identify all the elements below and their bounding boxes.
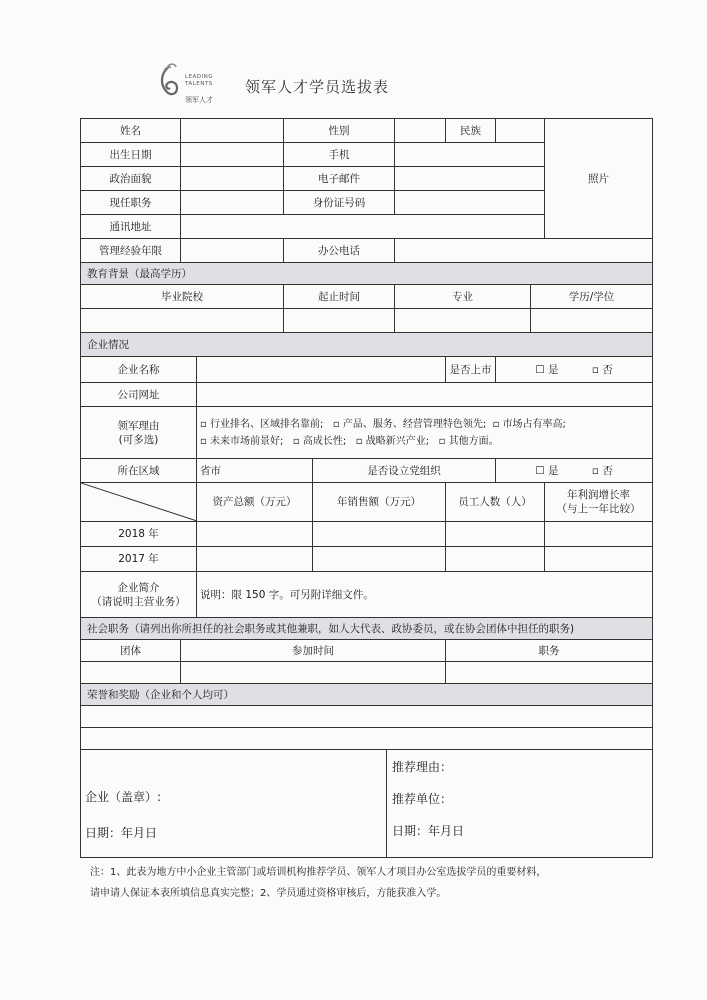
input-2017-profit-growth[interactable]	[545, 547, 653, 572]
photo-box[interactable]: 照片	[545, 119, 653, 239]
label-gender: 性别	[284, 119, 395, 143]
fin-col-assets: 资产总额（万元）	[197, 483, 313, 522]
reason-checkbox-4[interactable]: ▫	[200, 435, 207, 447]
party-yes-checkbox[interactable]: ☐	[535, 464, 545, 477]
label-listed: 是否上市	[446, 357, 496, 383]
input-email[interactable]	[395, 167, 545, 191]
social-col-group: 团体	[81, 640, 181, 662]
document-title: 领军人才学员选拔表	[245, 78, 390, 96]
edu-col-degree: 学历/学位	[531, 285, 653, 309]
input-name[interactable]	[181, 119, 284, 143]
input-office-phone[interactable]	[395, 239, 653, 263]
input-2017-employees[interactable]	[446, 547, 545, 572]
recommendation-block	[387, 750, 653, 858]
recommend-unit-label: 推荐单位：	[392, 792, 453, 806]
reason-option-3: 市场占有率高;	[502, 418, 566, 430]
label-political: 政治面貌	[81, 167, 181, 191]
logo-chinese-text: 领军人才	[185, 96, 213, 104]
input-2018-profit-growth[interactable]	[545, 522, 653, 547]
input-ethnicity[interactable]	[496, 119, 545, 143]
document-header	[155, 62, 555, 112]
edu-col-school: 毕业院校	[81, 285, 284, 309]
social-col-time: 参加时间	[181, 640, 446, 662]
edu-col-major: 专业	[395, 285, 531, 309]
reason-checkbox-3[interactable]: ▫	[492, 418, 500, 430]
edu-col-period: 起止时间	[284, 285, 395, 309]
reason-option-6: 战略新兴产业;	[365, 435, 430, 447]
year-2017-label: 2017 年	[81, 547, 197, 572]
footnote	[90, 862, 650, 904]
listed-no-label: 否	[602, 363, 613, 376]
party-options	[496, 459, 653, 483]
reason-option-2: 产品、服务、经营管理特色领先;	[342, 418, 487, 430]
label-email: 电子邮件	[284, 167, 395, 191]
reason-checkbox-5[interactable]: ▫	[292, 435, 300, 447]
fin-col-sales: 年销售额（万元）	[313, 483, 446, 522]
recommend-date-label: 日期：年月日	[392, 824, 465, 838]
application-form-table	[80, 118, 653, 858]
input-social-group[interactable]	[81, 662, 181, 684]
social-section-title: 社会职务（请列出你所担任的社会职务或其他兼职，如人大代表、政协委员，或在协会团体中担任的职务)	[81, 618, 653, 640]
profit-growth-sub-label: （与上一年比较）	[556, 503, 641, 515]
social-col-role: 职务	[446, 640, 653, 662]
input-region[interactable]: 省市	[197, 459, 313, 483]
company-seal-label: 企业（盖章）:	[85, 790, 162, 804]
input-company-intro[interactable]: 说明：限 150 字。可另附详细文件。	[197, 572, 653, 618]
label-office-phone: 办公电话	[284, 239, 395, 263]
input-gender[interactable]	[395, 119, 446, 143]
listed-no-checkbox[interactable]: ▫	[591, 363, 599, 376]
company-date-label: 日期：年月日	[85, 826, 158, 840]
leading-talents-logo-icon	[155, 62, 185, 107]
label-name: 姓名	[81, 119, 181, 143]
honors-section-title: 荣誉和奖励（企业和个人均可）	[81, 684, 653, 706]
label-ethnicity: 民族	[446, 119, 496, 143]
diagonal-line	[81, 483, 197, 521]
label-reasons	[81, 407, 197, 459]
listed-yes-label: 是	[547, 363, 559, 376]
input-period[interactable]	[284, 309, 395, 333]
reason-checkbox-6[interactable]: ▫	[355, 435, 363, 447]
input-2017-assets[interactable]	[197, 547, 313, 572]
party-no-label: 否	[602, 464, 613, 477]
reason-checkbox-1[interactable]: ▫	[200, 418, 207, 430]
listed-options	[496, 357, 653, 383]
input-school[interactable]	[81, 309, 284, 333]
input-mobile[interactable]	[395, 143, 545, 167]
input-political[interactable]	[181, 167, 284, 191]
input-2017-sales[interactable]	[313, 547, 446, 572]
party-no-checkbox[interactable]: ▫	[591, 464, 599, 477]
label-mgmt-years: 管理经验年限	[81, 239, 181, 263]
input-2018-assets[interactable]	[197, 522, 313, 547]
label-birthdate: 出生日期	[81, 143, 181, 167]
reason-option-1: 行业排名、区域排名靠前;	[209, 418, 324, 430]
diagonal-header-cell	[81, 483, 197, 522]
input-2018-sales[interactable]	[313, 522, 446, 547]
input-company-name[interactable]	[197, 357, 446, 383]
enterprise-section-title: 企业情况	[81, 333, 653, 357]
reason-checkbox-2[interactable]: ▫	[332, 418, 340, 430]
footnote-line-2: 请申请人保证本表所填信息真实完整；2、学员通过资格审核后，方能获准入学。	[90, 888, 447, 899]
company-seal-block	[81, 750, 387, 858]
reason-option-4: 未来市场前景好;	[209, 435, 284, 447]
label-mobile: 手机	[284, 143, 395, 167]
recommend-reason-label: 推荐理由：	[392, 760, 453, 774]
input-social-time[interactable]	[181, 662, 446, 684]
input-major[interactable]	[395, 309, 531, 333]
reason-checkbox-7[interactable]: ▫	[438, 435, 446, 447]
input-honors-1[interactable]	[81, 706, 653, 728]
label-company-name: 企业名称	[81, 357, 197, 383]
fin-col-profit-growth	[545, 483, 653, 522]
listed-yes-checkbox[interactable]: ☐	[535, 363, 545, 376]
logo-english-text: LEADING TALENTS	[185, 74, 214, 87]
label-website: 公司网址	[81, 383, 197, 407]
label-region: 所在区域	[81, 459, 197, 483]
input-social-role[interactable]	[446, 662, 653, 684]
label-company-intro	[81, 572, 197, 618]
input-2018-employees[interactable]	[446, 522, 545, 547]
label-id-number: 身份证号码	[284, 191, 395, 215]
company-intro-sub-label: （请说明主营业务）	[91, 595, 186, 608]
fin-col-employees: 员工人数（人）	[446, 483, 545, 522]
input-degree[interactable]	[531, 309, 653, 333]
reason-option-5: 高成长性;	[302, 435, 347, 447]
reason-label-sub: (可多选)	[118, 433, 159, 446]
footnote-line-1: 注：1、此表为地方中小企业主管部门或培训机构推荐学员、领军人才项目办公室选拔学员的重要材料，	[90, 867, 547, 878]
input-address[interactable]	[181, 215, 545, 239]
input-birthdate[interactable]	[181, 143, 284, 167]
education-section-title: 教育背景（最高学历）	[81, 263, 653, 285]
input-id-number[interactable]	[395, 191, 545, 215]
label-position: 现任职务	[81, 191, 181, 215]
reason-options	[197, 407, 653, 459]
profit-growth-label: 年利润增长率	[567, 489, 631, 501]
input-honors-2[interactable]	[81, 728, 653, 750]
input-website[interactable]	[197, 383, 653, 407]
input-mgmt-years[interactable]	[181, 239, 284, 263]
reason-option-7: 其他方面。	[448, 435, 499, 447]
party-yes-label: 是	[547, 464, 559, 477]
input-position[interactable]	[181, 191, 284, 215]
year-2018-label: 2018 年	[81, 522, 197, 547]
company-intro-label: 企业简介	[117, 581, 160, 594]
reason-label-main: 领军理由	[117, 419, 160, 432]
label-address: 通讯地址	[81, 215, 181, 239]
label-party: 是否设立党组织	[313, 459, 496, 483]
